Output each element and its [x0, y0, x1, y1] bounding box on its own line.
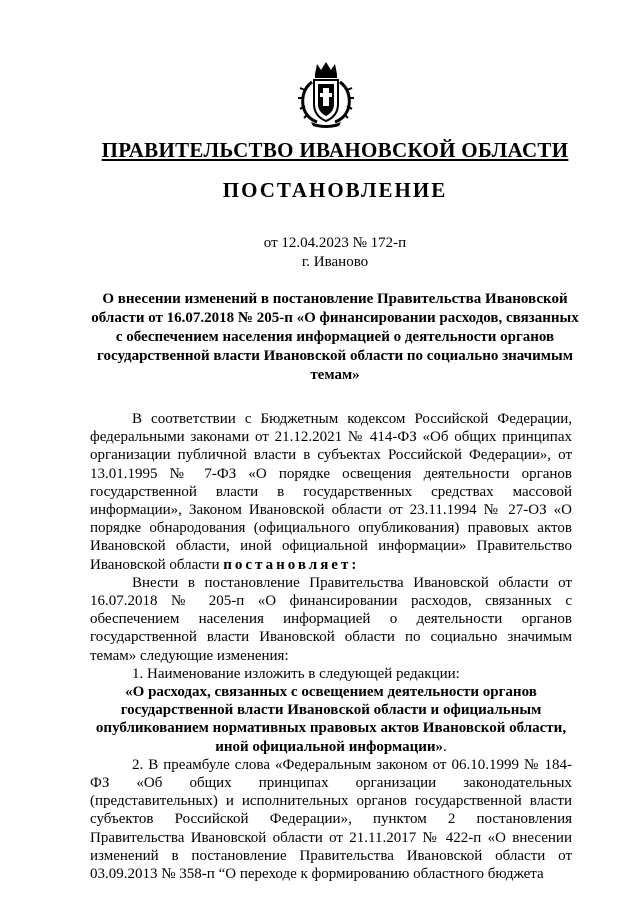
preamble-text: В соответствии с Бюджетным кодексом Российской Федерации, федеральными законами от 21.12.2021 № 414-ФЗ «Об общих принципах организации публичной власти в субъектах Российской Федерации», от 13.01.1995 № 7-ФЗ «О порядке освещения деятельности органов государственной власти в государственных средствах массовой информации», Законом Ивановской области от 23.11.1994 № 27-ОЗ «О порядке обнародования (официального опубликования) правовых актов Ивановской области, иной официальной информации» Правительство Ивановской области	[90, 411, 572, 573]
preamble-paragraph	[90, 410, 572, 574]
document-type: ПОСТАНОВЛЕНИЕ	[222, 178, 448, 202]
item-2: 2. В преамбуле слова «Федеральным законом от 06.10.1999 № 184-ФЗ «Об общих принципах организации законодательных (представительных) и исполнительных органов государственной власти субъектов Российской Федерации», пунктом 2 постановления Правительства Ивановской области от 21.11.2017 № 422-п «О внесении изменений в постановление Правительства Ивановской области от 03.09.2013 № 358-п “О переходе к формированию областного бюджета	[90, 756, 572, 883]
document-title: О внесении изменений в постановление Правительства Ивановской области от 16.07.2018 № 205-п «О финансировании расходов, связанных с обеспечением населения информацией о деятельности органов государственной власти Ивановской области по социально значимым темам»	[91, 291, 579, 383]
document-date-number: от 12.04.2023 № 172-п	[263, 235, 407, 251]
item-1-new-title	[90, 683, 572, 756]
ivanovo-oblast-coat-of-arms-icon	[297, 60, 355, 128]
document-city: г. Иваново	[301, 254, 369, 270]
document-body	[90, 410, 572, 883]
item-1: 1. Наименование изложить в следующей редакции:	[132, 665, 460, 682]
amendment-paragraph: Внести в постановление Правительства Ивановской области от 16.07.2018 № 205-п «О финансировании расходов, связанных с обеспечением населения информацией о деятельности органов государственной власти Ивановской области по социально значимым темам» следующие изменения:	[90, 574, 572, 664]
item-1-end: .	[443, 738, 447, 755]
organization-title: ПРАВИТЕЛЬСТВО ИВАНОВСКОЙ ОБЛАСТИ	[101, 138, 569, 162]
item-1-new-title-text: «О расходах, связанных с освещением деятельности органов государственной власти Ивановской области и официальным опубликованием нормативных правовых актов Ивановской области, иной официальной информации»	[95, 684, 567, 755]
decree-word: постановляет:	[223, 556, 360, 573]
